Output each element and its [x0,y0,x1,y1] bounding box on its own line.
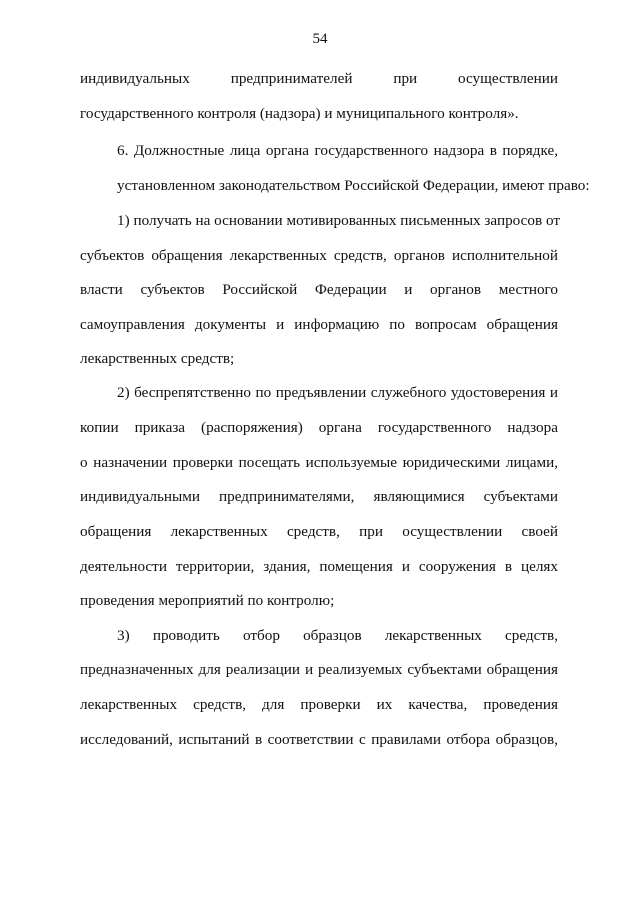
text-line: установленном законодательством Российской Федерации, имеют право: [117,177,590,194]
page-number: 54 [312,31,328,47]
text-line: государственного контроля (надзора) и муниципального контроля». [80,105,519,122]
text-line: индивидуальных предпринимателей при осуществлении [80,70,558,87]
text-line: 6. Должностные лица органа государственного надзора в порядке, [117,142,558,159]
text-line: деятельности территории, здания, помещения и сооружения в целях [80,558,558,575]
text-line: предназначенных для реализации и реализуемых субъектами обращения [80,661,558,678]
text-line: субъектов обращения лекарственных средств, органов исполнительной [80,247,558,264]
text-line: лекарственных средств; [80,350,235,367]
text-line: лекарственных средств, для проверки их качества, проведения [80,696,558,713]
text-line: власти субъектов Российской Федерации и органов местного [80,281,558,298]
text-line: о назначении проверки посещать используемые юридическими лицами, [80,454,558,471]
text-line: 3) проводить отбор образцов лекарственных средств, [117,627,558,644]
text-line: копии приказа (распоряжения) органа государственного надзора [80,419,558,436]
text-line: индивидуальными предпринимателями, являющимися субъектами [80,488,558,505]
text-line: 2) беспрепятственно по предъявлении служебного удостоверения и [117,384,558,401]
text-line: обращения лекарственных средств, при осуществлении своей [80,523,558,540]
text-line: исследований, испытаний в соответствии с правилами отбора образцов, [80,731,558,748]
text-line: 1) получать на основании мотивированных письменных запросов от [117,212,560,229]
text-line: проведения мероприятий по контролю; [80,592,335,609]
text-line: самоуправления документы и информацию по вопросам обращения [80,316,558,333]
